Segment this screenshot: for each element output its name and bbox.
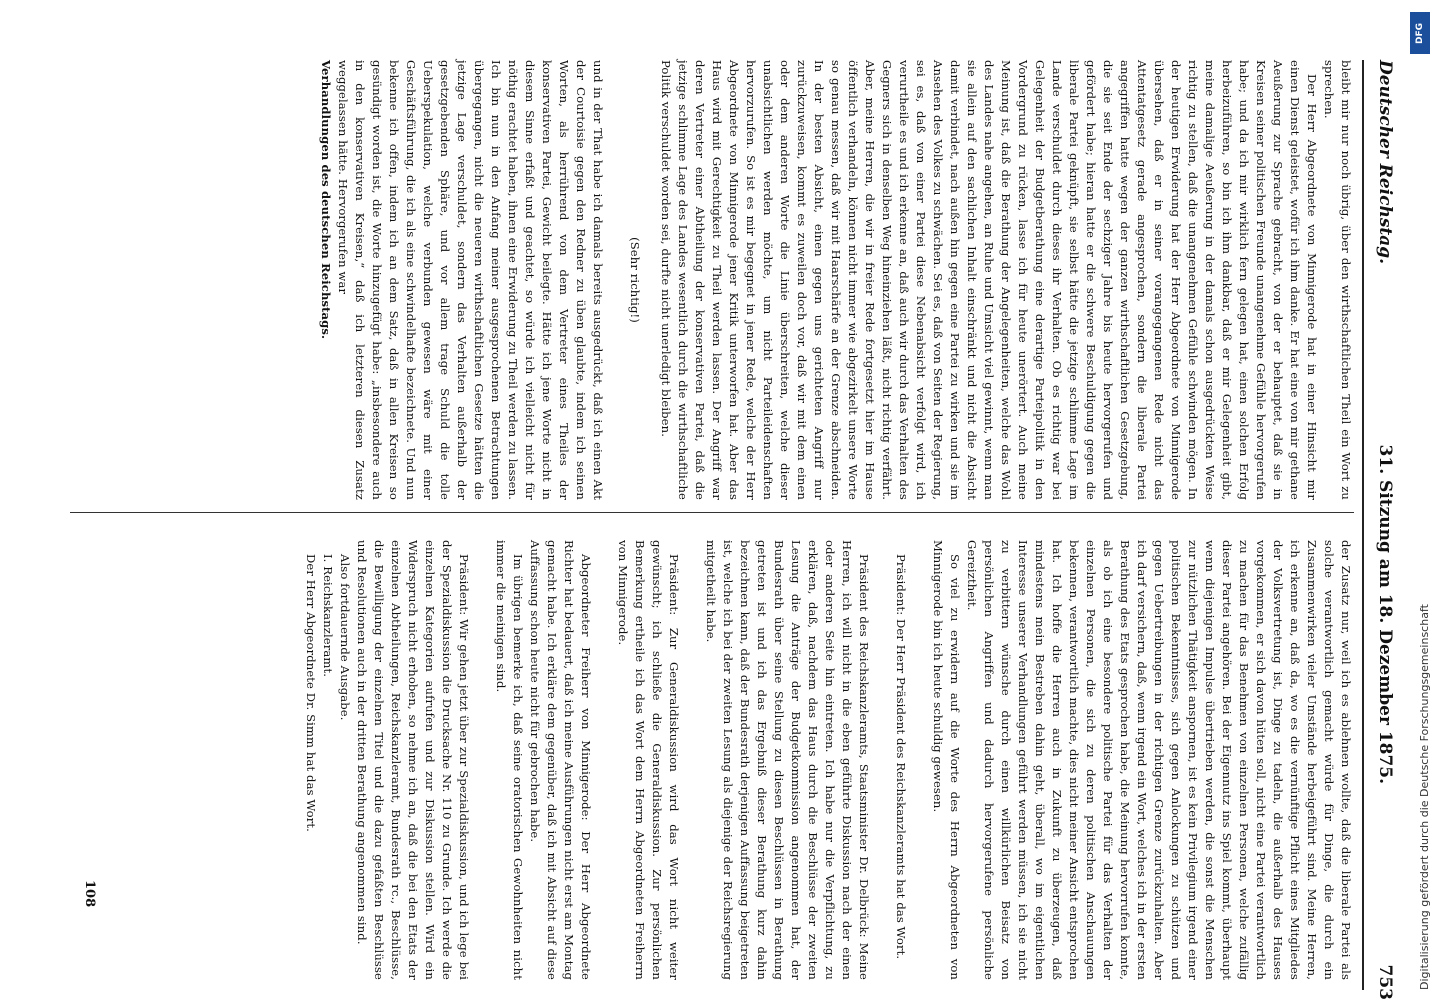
- sheet-number: 108: [82, 880, 97, 908]
- dfg-logo: DFG: [1410, 12, 1430, 54]
- header-page-number: 753: [1375, 964, 1395, 1000]
- paragraph: der Zusatz nur, weil ich es ablehnen wollte, daß die liberale Partei als solche verantwortlich gemacht würde für Dinge, die durch ein Zusammenwirken vieler Umstände herbeigeführt sind. Meine Herren, ich erkenne an, daß da, wo es die vernünftige Pflicht eines Mitgliedes der Volksvertretung ist, Dinge zu tadeln, die außerhalb des Hauses vorgekommen, er sich davon hüten soll, nicht eine Partei verantwortlich zu machen für das Benehmen von einzelnen Personen, welche zufällig dieser Partei angehören. Bei der Eigennutz ins Spiel kommt, überhaupt wenn diejenigen Impulse übertrieben werden, die sonst die Menschen zur nützlichen Thätigkeit anspornen, ist es kein Privilegium irgend einer politischen Bekenntnisses, sich gegen Anlockungen zu schützen und gegen Uebertreibungen in der richtigen Grenze zurückzuhalten. Aber ich darf versichern, daß, wenn irgend ein Wort, welches ich in der ersten Berathung des Etats gesprochen habe, die Meinung hervorrufen konnte, als ob ich eine besondere politische Partei für das Verhalten der einzelnen Personen, die sich zu deren politischen Anschauungen bekennen, verantwortlich machte, dies nicht meiner Ansicht entsprochen hat. Ich hoffe die Herren auch in Zukunft zu überzeugen, daß mindestens mein Bestreben dahin geht, überall, wo im eigentlichen Interesse unserer Verhandlungen geführt werden müssen, ich sie nicht zu verbittern wünsche durch einen willkürlichen Beisatz von persönlichen Angriffen und dadurch hervorgerufene persönliche Gereiztheit.: [965, 540, 1353, 980]
- paragraph: Verhandlungen des deutschen Reichstags.: [319, 60, 333, 340]
- paragraph: Der Herr Abgeordnete von Minnigerode hat in einer Hinsicht mir einen Dienst geleistet, wofür ich ihm danke. Er hat eine von mir gethane Aeußerung zur Sprache gebracht, von der er behauptet, daß sie in Kreisen seiner politischen Freunde unangenehme Gefühle hervorgerufen habe; und da ich mir wirklich fern gelegen hat, einen solchen Erfolg herbeizuführen, so bin ich ihm dankbar, daß er mir Gelegenheit gibt, meine damalige Aeußerung in der damals schon ausgedrückten Weise richtig zu stellen, daß die unangenehmen Gefühle schwinden mögen. In der heutigen Erwiderung hat der Herr Abgeordnete von Minnigerode übersehen, daß er in seiner vorangegangenen Rede nicht das Attentatgesetz gerade angesprochen, sondern die liberale Partei angegriffen hatte wegen der ganzen wirthschaftlichen Gesetzgebung, die sie seit Ende der sechziger Jahre bis heute hervorgerufen und gefördert habe; hieran hatte er die schwere Beschuldigung gegen die liberale Partei geknüpft, sie selbst hätte die jetzige schlimme Lage im Lande verschuldet durch dieses ihr Verhalten. Ob es richtig war bei Gelegenheit der Budgetberathung eine derartige Parteipolitik in den Vordergrund zu rücken, lasse ich für heute unerörtert. Auch meine Meinung ist, daß die Berathung der Angelegenheiten, welche das Wohl des Landes nahe angehen, an Ruhe und Umsicht viel gewinnt, wenn man sie allein auf den sachlichen Inhalt einschränkt und nicht die Absicht damit verbindet, nach außen hin gegen eine Partei zu wirken und sie im Ansehen des Volkes zu schwächen. Sei es, daß von Seiten der Regierung, sei es, daß von einer Partei diese Nebenabsicht verfolgt wird, ich verurtheile es und ich erkenne an, daß auch wir durch das Verhalten des Gegners sich in denselben Weg hineinziehen läßt, nicht richtig verfährt. Aber, meine Herren, die wir in freier Rede fortgesetzt hier im Hause öffentlich verhandeln, können nicht immer wie abgezirkelt unsere Worte so genau messen, daß wir mit Haarschärfe an der Grenze abschneiden. In der besten Absicht, einen gegen uns gerichteten Angriff nur zurückzuweisen, kommt es zuweilen doch vor, daß wir mit dem einen oder dem anderen Worte die Linie überschreiten, welche dieser unabsichtlichen werden möchte, um nicht Parteileidenschaften hervorzurufen. So ist es mir begegnet in jener Rede, welche der Herr Abgeordnete von Minnigerode jener Kritik unterworfen hat. Aber das Haus wird mit Gerechtigkeit zu Theil werden lassen. Der Angriff war deren Vertreter einer Abtheilung der konservativen Partei, daß die jetzige schlimme Lage des Landes wesentlich durch die wirthschaftliche Politik verschuldet worden sei, durfte nicht unerledigt bleiben.: [659, 60, 1319, 500]
- header-rule: [1362, 60, 1364, 990]
- paragraph: Präsident des Reichskanzleramts, Staatsminister Dr. Delbrück: Meine Herren, ich will nicht in die eben geführte Diskussion nach der einen oder anderen Seite hin eintreten. Ich habe nur die Verpflichtung, zu erklären, daß, nachdem das Haus durch die Beschlüsse der zweiten Lesung die Anträge der Budgetkommission angenommen hat, der Bundesrath über seine Stellung zu diesen Beschlüssen in Berathung getreten ist und ich das Ergebniß dieser Berathung kurz dahin bezeichnen kann, daß der Bundesrath derjenigen Auffassung beigetreten ist, welche ich bei der zweiten Lesung als diejenige der Reichsregierung mitgetheilt habe.: [704, 540, 871, 980]
- column-divider: [70, 512, 1354, 513]
- paragraph: I. Reichskanzleramt.: [321, 554, 335, 678]
- paragraph: So viel zu erwidern auf die Worte des Herrn Abgeordneten von Minnigerode bin ich heute schuldig gewesen.: [931, 540, 962, 980]
- running-header: [1368, 60, 1402, 1000]
- paragraph: Der Herr Abgeordnete Dr. Simm hat das Wort.: [304, 554, 318, 832]
- paragraph: und in der That habe ich damals bereits ausgedrückt, daß ich einen Akt der Courtoisie gegen den Redner zu üben glaubte, indem ich seinen Worten, als herrührend von dem Vertreter eines Theiles der konservativen Partei, Gewicht beilegte. Hätte ich jene Worte nicht in diesem Sinne erfaßt und geachtet, so würde ich vielleicht nicht für nöthig erachtet haben, ihnen eine Erwiderung zu Theil werden zu lassen. Ich bin nun in den Anfang meiner ausgesprochenen Betrachtungen übergegangen, nicht die neueren wirthschaftlichen Gesetze hätten die jetzige Lage verschuldet, sondern das Verhalten außerhalb der gesetzgebenden Sphäre, und vor allem trage Schuld die tolle Ueberspekulation, welche verbunden gewesen wäre mit einer Geschäftsführung, die ich als eine schwindelhafte bezeichnete. Und nun bekenne ich offen, indem ich an dem Satz, daß in allen Kreisen so gesündigt worden ist, die Worte hinzugefügt habe: „insbesondere auch in den konservativen Kreisen,“ daß ich letzteren diesen Zusatz weggelassen hätte. Hervorgerufen war: [336, 60, 605, 500]
- paragraph: Präsident: Der Herr Präsident des Reichskanzleramts hat das Wort.: [894, 554, 908, 960]
- paragraph: bleibt mir nur noch übrig, über den wirthschaftlichen Theil ein Wort zu sprechen.: [1322, 60, 1353, 500]
- paragraph: (Sehr richtig!): [628, 237, 642, 323]
- digitization-note: Digitalisierung gefördert durch die Deutsche Forschungsgemeinschaft: [1418, 604, 1431, 990]
- text-column-right: [60, 540, 1354, 980]
- paragraph: Also fortdauernde Ausgabe.: [338, 554, 352, 721]
- paragraph: Abgeordneter Freiherr von Minnigerode: Der Herr Abgeordnete Richter hat bedauert, daß ich meine Ausführungen nicht erst am Montag gemacht habe. Ich erkläre dem gegenüber, daß ich mit Absicht auf diese Auffassung schon heute nicht für gebrochen habe.: [528, 540, 593, 980]
- header-center-title: 31. Sitzung am 18. Dezember 1875.: [1375, 444, 1395, 785]
- header-left-title: Deutscher Reichstag.: [1375, 60, 1395, 265]
- paragraph: Im übrigen bemerke ich, daß seine oratorischen Gewohnheiten nicht immer die meinigen sind.: [494, 540, 525, 980]
- text-column-left: [60, 60, 1354, 500]
- paragraph: Präsident: Wir gehen jetzt über zur Spezialdiskussion, und ich lege bei der Spezialdiskussion die Drucksache Nr. 110 zu Grunde. Ich werde die einzelnen Kategorien aufrufen und zur Diskussion stellen. Wird ein Widerspruch nicht erhoben, so nehme ich an, daß die bei den Etats der einzelnen Abtheilungen, Reichskanzleramt, Bundesrath rc., Beschlüsse, die Bewilligung der einzelnen Titel und die dazu gefaßten Beschlüsse und Resolutionen auch in der dritten Berathung angenommen sind.: [355, 540, 471, 980]
- paragraph: Präsident: Zur Generaldiskussion wird das Wort nicht weiter gewünscht; ich schließe die Generaldiskussion. Zur persönlichen Bemerkung ertheile ich das Wort dem Herrn Abgeordneten Freiherrn von Minnigerode.: [616, 540, 681, 980]
